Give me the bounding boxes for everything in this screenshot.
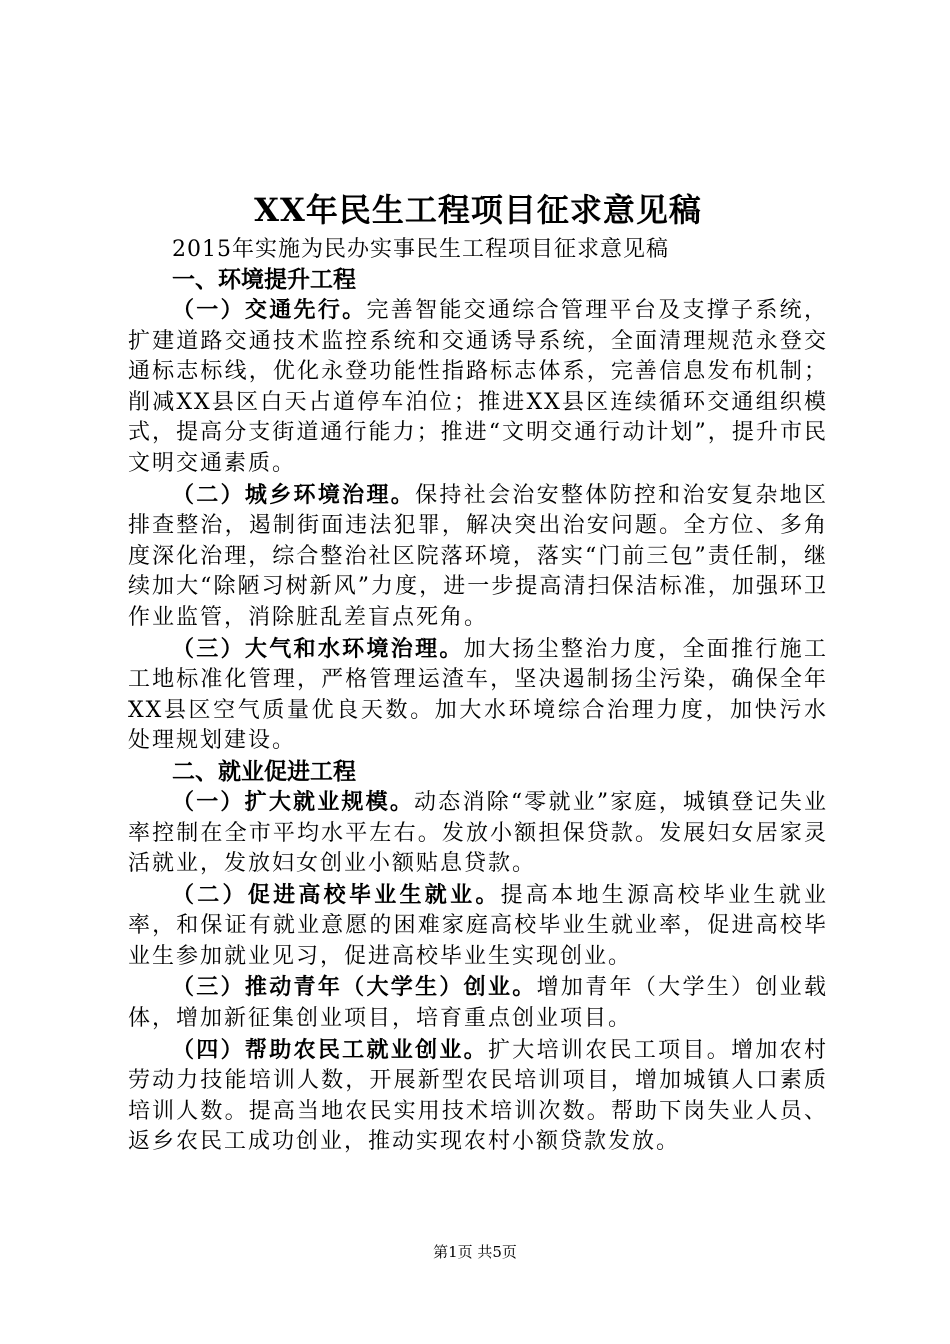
section-heading-environment: 一、环境提升工程 <box>172 266 356 293</box>
document-subtitle: 2015年实施为民办实事民生工程项目征求意见稿 <box>172 237 669 262</box>
paragraph-lead: （三）大气和水环境治理。 <box>172 635 464 662</box>
paragraph-text: 加大扬尘整治力度，全面推行施工工地标准化管理，严格管理运渣车，坚决遏制扬尘污染，确保全年XX县区空气质量优良天数。加大水环境综合治理力度，加快污水处理规划建设。 <box>128 636 828 754</box>
paragraph-air-water <box>128 634 828 757</box>
paragraph-text: 增加青年（大学生）创业载体，增加新征集创业项目，培育重点创业项目。 <box>128 975 828 1032</box>
paragraph-text: 动态消除“零就业”家庭，城镇登记失业率控制在全市平均水平左右。发放小额担保贷款。发展妇女居家灵活就业，发放妇女创业小额贴息贷款。 <box>128 789 828 877</box>
paragraph-expand-employment <box>128 787 828 880</box>
section-heading-employment: 二、就业促进工程 <box>172 757 356 785</box>
paragraph-youth-startup <box>128 972 828 1034</box>
paragraph-lead: （二）城乡环境治理。 <box>172 481 416 508</box>
page-number-footer: 第1页 共5页 <box>433 1243 517 1261</box>
paragraph-traffic <box>128 295 828 480</box>
paragraph-urban-rural <box>128 480 828 634</box>
paragraph-migrant-workers <box>128 1035 828 1158</box>
document-title: XX年民生工程项目征求意见稿 <box>254 191 702 229</box>
paragraph-text: 完善智能交通综合管理平台及支撑子系统，扩建道路交通技术监控系统和交通诱导系统，全面清理规范永登交通标志标线，优化永登功能性指路标志体系，完善信息发布机制；削减XX县区白天占道停车泊位；推进XX县区连续循环交通组织模式，提高分支街道通行能力；推进“文明交通行动计划”，提升市民文明交通素质。 <box>128 298 828 476</box>
paragraph-lead: （三）推动青年（大学生）创业。 <box>172 974 537 1001</box>
paragraph-text: 扩大培训农民工项目。增加农村劳动力技能培训人数，开展新型农民培训项目，增加城镇人口素质培训人数。提高当地农民实用技术培训次数。帮助下岗失业人员、返乡农民工成功创业，推动实现农村小额贷款发放。 <box>128 1037 828 1155</box>
paragraph-text: 提高本地生源高校毕业生就业率，和保证有就业意愿的困难家庭高校毕业生就业率，促进高校毕业生参加就业见习，促进高校毕业生实现创业。 <box>128 882 828 969</box>
paragraph-graduates <box>128 880 828 973</box>
paragraph-lead: （四）帮助农民工就业创业。 <box>172 1036 488 1063</box>
paragraph-lead: （一）扩大就业规模。 <box>172 788 415 815</box>
paragraph-lead: （二）促进高校毕业生就业。 <box>172 881 501 908</box>
document-page <box>128 185 828 1158</box>
paragraph-text: 保持社会治安整体防控和治安复杂地区排查整治，遏制街面违法犯罪，解决突出治安问题。全方位、多角度深化治理，综合整治社区院落环境，落实“门前三包”责任制，继续加大“除陋习树新风”力度，进一步提高清扫保洁标准，加强环卫作业监管，消除脏乱差盲点死角。 <box>128 482 828 630</box>
paragraph-lead: （一）交通先行。 <box>172 297 367 323</box>
